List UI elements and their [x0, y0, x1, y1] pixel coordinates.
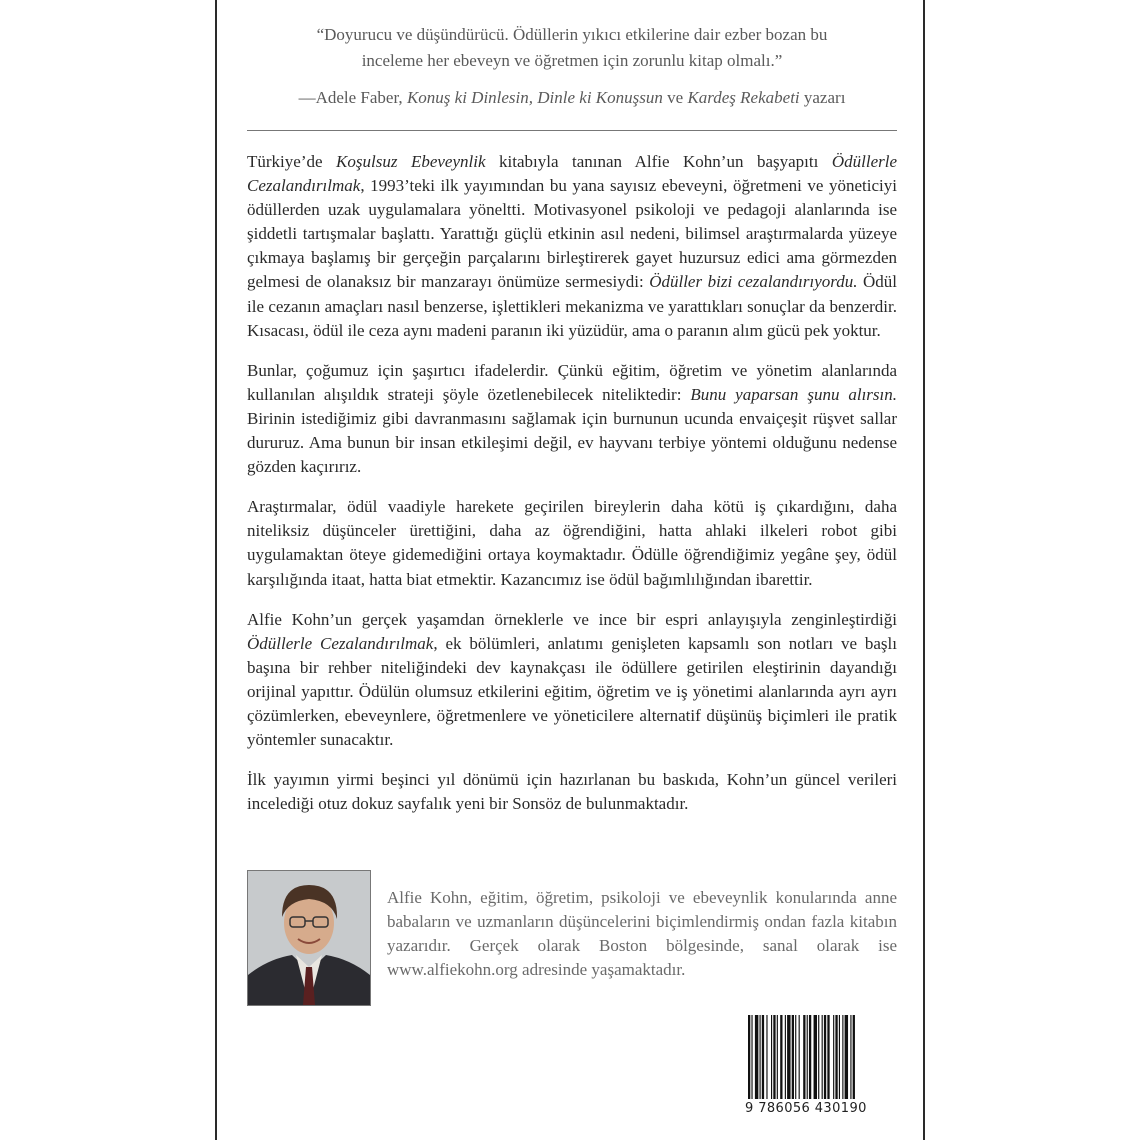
- barcode-bar: [814, 1015, 817, 1099]
- paragraph-1: [247, 150, 897, 343]
- p4-text-c: , ek bölümleri, anlatımı genişleten kapsamlı son notları ve başlı başına bir rehber niteliğindeki dev kaynakçası ile ödüllere getirilen eleştirinin dayandığı orijinal yapıttır. Ödülün olumsuz etkilerini eğitim, öğretim ve iş yönetimi alanlarında ayrı ayrı çözümlerken, ebeveynlere, öğretmenlere ve yöneticilere alternatif düşünüş biçimleri ile pratik yöntemler sunacaktır.: [247, 633, 897, 750]
- barcode-bar: [818, 1015, 819, 1099]
- barcode-bar: [803, 1015, 805, 1099]
- attribution-mid: ve: [662, 88, 688, 107]
- barcode-bar: [809, 1015, 811, 1099]
- attribution-book-1: Konuş ki Dinlesin, Dinle ki Konuşsun: [406, 88, 663, 107]
- p1-text-a: Türkiye’de: [247, 152, 337, 171]
- barcode-bar: [766, 1015, 767, 1099]
- divider: [247, 130, 897, 131]
- p1-text-e: , 1993’teki ilk yayımından bu yana sayısız ebeveyni, öğretmeni ve yöneticiyi ödüllerden uzak uygulamalara yöneltti. Motivasyonel psikoloji ve pedagoji alanlarında ise şiddetli tartışmalar başlattı. Yarattığı güçlü etkinin asıl nedeni, bilimsel araştırmalarda yüzeye çıkmaya başlamış bir gerçeğin parçalarını birleştirerek gayet huzursuz edici ama görmezden gelmesi de olanaksız bir manzarayı önümüze sermesiydi:: [247, 176, 897, 292]
- barcode-icon: [742, 1015, 902, 1101]
- paragraph-3: Araştırmalar, ödül vaadiyle harekete geçirilen bireylerin daha kötü iş çıkardığını, daha niteliksiz düşünceler ürettiğini, daha az öğrendiğini, hatta ahlaki ilkeleri robot gibi uygulamaktan öteye gidemediğini ortaya koymaktadır. Ödülle öğrendiğimiz yegâne şey, ödül karşılığında itaat, hatta biat etmektir. Kazancımız ise ödül bağımlılığından ibarettir.: [247, 497, 897, 589]
- p2-text-c: Birinin istediğimiz gibi davranmasını sağlamak için burnunun ucunda envaiçeşit rüşvet sallar dururuz. Ama bunun bir insan etkileşimi değil, ev hayvanı terbiye yöntemi olduğunu nedense gözden kaçırırız.: [247, 408, 897, 477]
- p1-text-c: kitabıyla tanınan Alfie Kohn’un başyapıtı: [485, 152, 832, 171]
- barcode-bar: [777, 1015, 778, 1099]
- author-photo: [247, 870, 371, 1006]
- barcode-bar: [748, 1015, 750, 1099]
- barcode-bar: [850, 1015, 851, 1099]
- p1-title-italic: Koşulsuz Ebeveynlik: [336, 152, 486, 171]
- barcode-bar: [771, 1015, 772, 1099]
- barcode-bar: [780, 1015, 782, 1099]
- p1-book-italic: Ödüllerle Cezalandırılmak: [247, 152, 897, 196]
- barcode-bar: [785, 1015, 786, 1099]
- isbn-number: 9 786056 430190: [745, 1101, 867, 1116]
- barcode-bar: [822, 1015, 823, 1099]
- barcode-bar: [845, 1015, 848, 1099]
- author-portrait-icon: [248, 871, 370, 1005]
- back-cover: [215, 0, 925, 1140]
- blurb-line-2: inceleme her ebeveyn ve öğretmen için zorunlu kitap olmalı.”: [361, 51, 783, 70]
- barcode-bar: [842, 1015, 843, 1099]
- barcode-bar: [833, 1015, 834, 1099]
- p4-text-a: Alfie Kohn’un gerçek yaşamdan örneklerle ve ince bir espri anlayışıyla zenginleştirdiği: [247, 609, 897, 629]
- paragraph-5: İlk yayımın yirmi beşinci yıl dönümü için hazırlanan bu baskıda, Kohn’un güncel verileri incelediği otuz dokuz sayfalık yeni bir Sonsöz de bulunmaktadır.: [247, 770, 897, 814]
- description: [247, 150, 897, 832]
- paragraph-2: [247, 359, 897, 479]
- barcode-bar: [799, 1015, 800, 1099]
- author-bio: Alfie Kohn, eğitim, öğretim, psikoloji ve ebeveynlik konularında anne babaların ve uzmanların düşüncelerini biçimlendirmiş ondan fazla kitabın yazarıdır. Gerçek olarak Boston bölgesinde, sanal olarak ise www.alfiekohn.org adresinde yaşamaktadır.: [387, 888, 897, 980]
- barcode-bar: [839, 1015, 840, 1099]
- barcode-bar: [792, 1015, 794, 1099]
- paragraph-4: [247, 608, 897, 753]
- barcode-bar: [762, 1015, 764, 1099]
- barcode-bar: [751, 1015, 752, 1099]
- barcode-bar: [835, 1015, 837, 1099]
- barcode-bar: [795, 1015, 796, 1099]
- attribution-book-2: Kardeş Rekabeti: [687, 88, 800, 107]
- barcode-bar: [773, 1015, 775, 1099]
- blurb-line-1: “Doyurucu ve düşündürücü. Ödüllerin yıkıcı etkilerine dair ezber bozan bu: [316, 25, 828, 44]
- attribution-prefix: —Adele Faber,: [298, 88, 407, 107]
- barcode-bar: [760, 1015, 761, 1099]
- barcode-bar: [807, 1015, 808, 1099]
- p1-thesis-italic: Ödüller bizi cezalandırıyordu.: [649, 272, 858, 292]
- p2-text-a: Bunlar, çoğumuz için şaşırtıcı ifadelerdir. Çünkü eğitim, öğretim ve yönetim alanlarında kullanılan alışıldık strateji şöyle özetlenebilecek niteliktedir:: [247, 360, 897, 404]
- blurb-attribution: [237, 88, 907, 108]
- barcode-bar: [853, 1015, 855, 1099]
- blurb-quote: [277, 22, 867, 74]
- p4-book-italic: Ödüllerle Cezalandırılmak: [247, 633, 434, 653]
- p2-slogan-italic: Bunu yaparsan şunu alırsın.: [690, 384, 897, 404]
- attribution-suffix: yazarı: [799, 88, 846, 107]
- barcode-bar: [755, 1015, 758, 1099]
- p1-text-g: Ödül ile cezanın amaçları nasıl benzerse, işlettikleri mekanizma ve yarattıkları sonuçlar da benzerdir. Kısacası, ödül ile ceza aynı madeni paranın iki yüzüdür, ama o paranın alım gücü pek yoktur.: [247, 272, 898, 340]
- barcode-bar: [824, 1015, 826, 1099]
- barcode-bar: [827, 1015, 829, 1099]
- barcode-bar: [787, 1015, 790, 1099]
